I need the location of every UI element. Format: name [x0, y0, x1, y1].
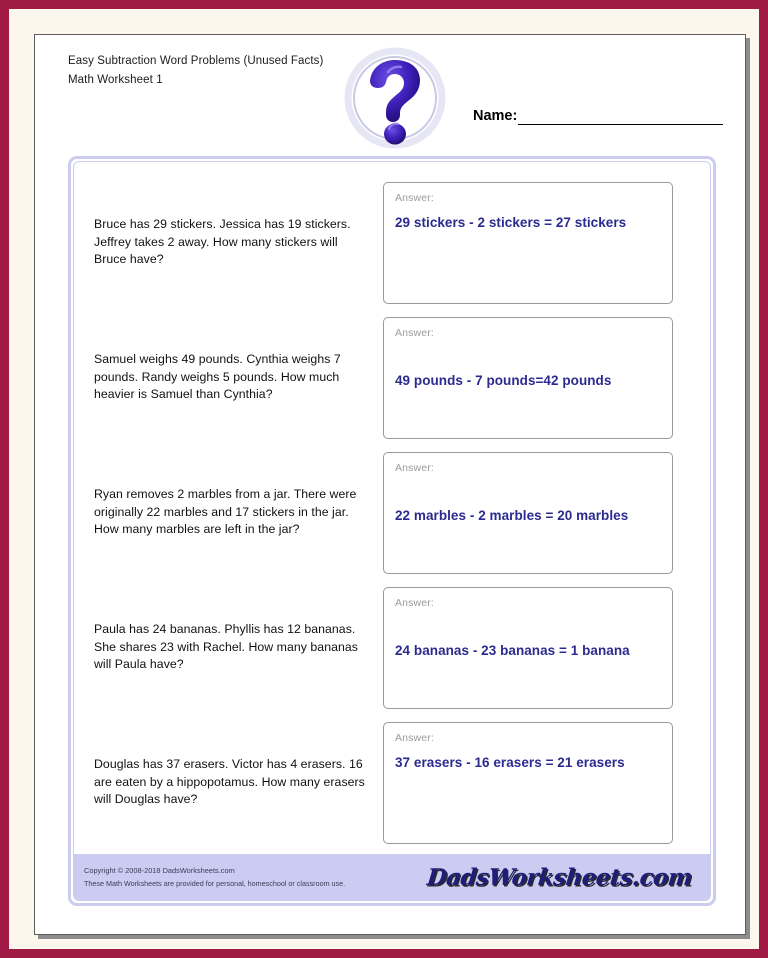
question-text: Bruce has 29 stickers. Jessica has 19 stickers. Jeffrey takes 2 away. How many stickers will Bruce have? — [94, 217, 351, 267]
worksheet-header — [35, 35, 747, 155]
answer-value: 37 erasers - 16 erasers = 21 erasers — [395, 754, 625, 770]
answer-cell — [383, 587, 699, 709]
name-field[interactable] — [473, 108, 723, 125]
problem-row — [85, 310, 699, 445]
question-cell — [85, 756, 383, 809]
problem-row — [85, 445, 699, 580]
question-text: Samuel weighs 49 pounds. Cynthia weighs 7 pounds. Randy weighs 5 pounds. How much heavier is Samuel than Cynthia? — [94, 352, 341, 402]
answer-label: Answer: — [395, 191, 434, 204]
problem-row — [85, 175, 699, 310]
question-text: Paula has 24 bananas. Phyllis has 12 bananas. She shares 23 with Rachel. How many bananas will Paula have? — [94, 622, 358, 672]
answer-value: 49 pounds - 7 pounds=42 pounds — [395, 372, 612, 388]
answer-label: Answer: — [395, 731, 434, 744]
page-mat — [9, 9, 759, 949]
question-text: Ryan removes 2 marbles from a jar. There were originally 22 marbles and 17 stickers in the jar. How many marbles are left in the jar? — [94, 487, 357, 537]
answer-cell — [383, 317, 699, 439]
question-cell — [85, 486, 383, 539]
answer-label: Answer: — [395, 461, 434, 474]
content-inner — [73, 161, 711, 901]
answer-box[interactable] — [383, 587, 673, 709]
answer-box[interactable] — [383, 452, 673, 574]
worksheet-title — [68, 52, 323, 90]
problem-list — [74, 162, 710, 850]
dadsworksheets-logo: DadsWorksheets.com — [425, 863, 694, 891]
question-cell — [85, 216, 383, 269]
title-line-1: Easy Subtraction Word Problems (Unused Facts) — [68, 55, 324, 67]
copyright-text — [84, 864, 345, 890]
worksheet-page — [34, 34, 746, 935]
problem-row — [85, 715, 699, 850]
question-text: Douglas has 37 erasers. Victor has 4 erasers. 16 are eaten by a hippopotamus. How many erasers will Douglas have? — [94, 757, 365, 807]
answer-cell — [383, 452, 699, 574]
title-line-2: Math Worksheet 1 — [68, 74, 163, 86]
answer-value: 22 marbles - 2 marbles = 20 marbles — [395, 507, 629, 523]
answer-value: 24 bananas - 23 bananas = 1 banana — [395, 642, 630, 658]
copyright-line-2: These Math Worksheets are provided for personal, homeschool or classroom use. — [84, 879, 346, 888]
answer-label: Answer: — [395, 596, 434, 609]
name-write-line[interactable] — [518, 111, 723, 125]
answer-box[interactable] — [383, 317, 673, 439]
question-cell — [85, 621, 383, 674]
content-frame — [68, 156, 716, 906]
answer-cell — [383, 722, 699, 844]
answer-label: Answer: — [395, 326, 434, 339]
question-cell — [85, 351, 383, 404]
problem-row — [85, 580, 699, 715]
worksheet-footer — [74, 854, 710, 900]
copyright-line-1: Copyright © 2008-2018 DadsWorksheets.com — [84, 866, 235, 875]
answer-box[interactable] — [383, 182, 673, 304]
answer-value: 29 stickers - 2 stickers = 27 stickers — [395, 214, 627, 230]
answer-box[interactable] — [383, 722, 673, 844]
name-label: Name: — [473, 108, 518, 124]
answer-cell — [383, 182, 699, 304]
question-mark-icon — [340, 43, 450, 153]
